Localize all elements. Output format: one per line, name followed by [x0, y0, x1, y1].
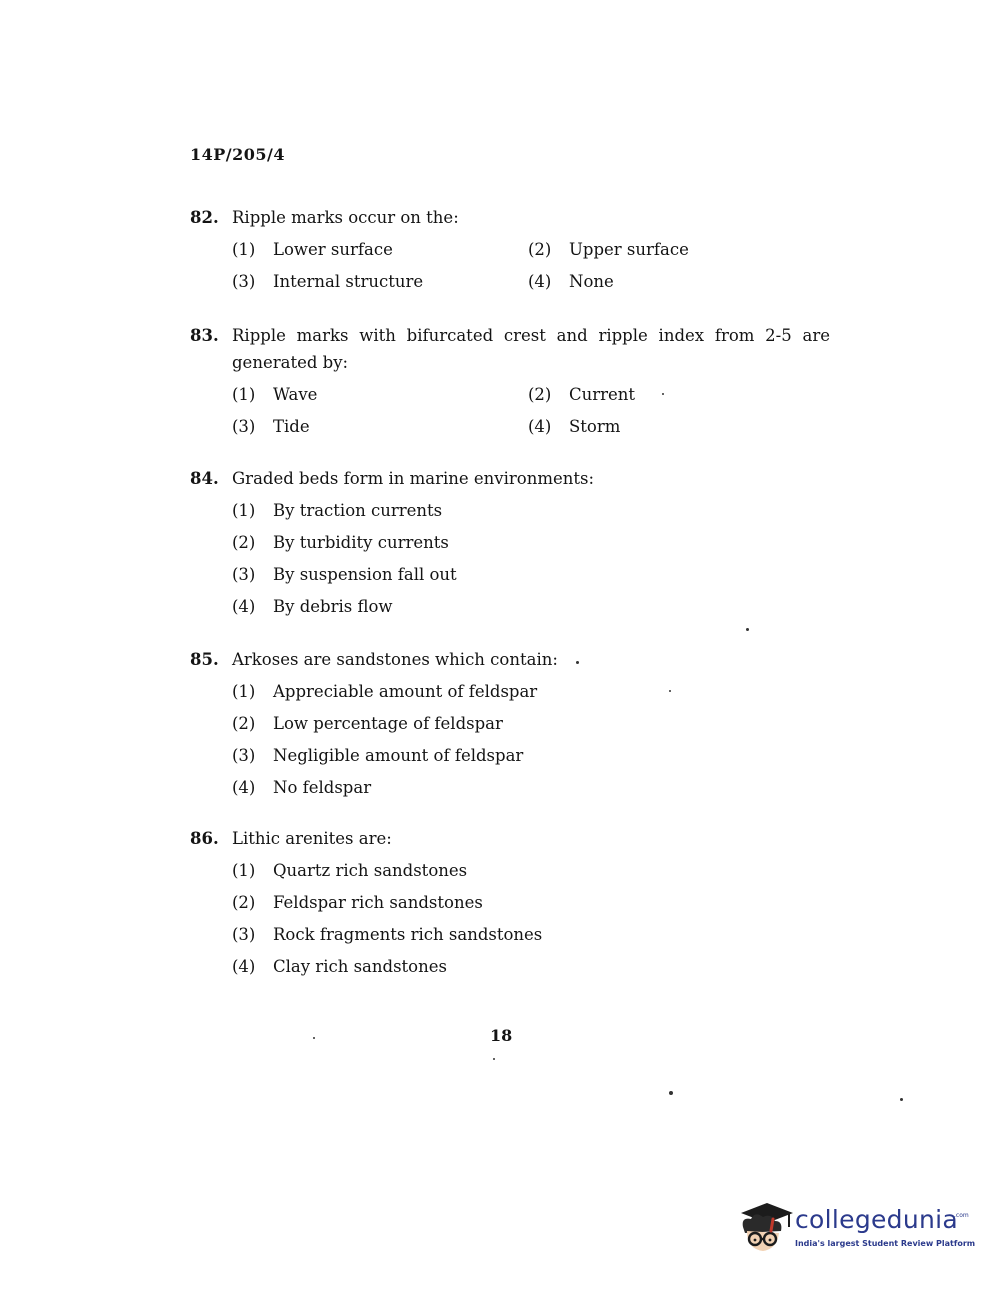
scan-speck: [313, 1037, 315, 1039]
option-1: [232, 381, 528, 408]
option-3: [232, 742, 830, 769]
option-number: (1): [232, 861, 256, 880]
options-list: [232, 678, 830, 801]
question-text: Lithic arenites are:: [232, 829, 392, 848]
question-number: 82.: [190, 208, 219, 227]
option-2: [232, 710, 830, 737]
scan-speck: [669, 690, 671, 692]
option-3: [232, 561, 830, 588]
scan-speck: [669, 1091, 673, 1095]
scan-speck: [746, 628, 749, 631]
option-number: (4): [528, 417, 552, 436]
option-2: [232, 529, 830, 556]
option-number: (3): [232, 417, 256, 436]
option-4: [232, 593, 830, 620]
paper-code: 14P/205/4: [190, 145, 286, 164]
option-number: (4): [528, 272, 552, 291]
options-grid: [232, 236, 830, 295]
option-number: (2): [528, 385, 552, 404]
option-text: Tide: [273, 417, 310, 436]
scan-speck: [576, 661, 579, 664]
question-text: Arkoses are sandstones which contain:: [232, 650, 558, 669]
option-4: [528, 268, 788, 295]
option-text: None: [569, 272, 614, 291]
brand-tagline: India's largest Student Review Platform: [795, 1239, 976, 1248]
option-3: [232, 268, 528, 295]
option-2: [528, 381, 788, 408]
question-85: [190, 646, 830, 801]
option-number: (1): [232, 501, 256, 520]
question-83: [190, 322, 830, 440]
option-text: By traction currents: [273, 501, 443, 520]
option-number: (3): [232, 925, 256, 944]
option-1: [232, 678, 830, 705]
option-text: No feldspar: [273, 778, 372, 797]
option-number: (3): [232, 565, 256, 584]
option-number: (3): [232, 272, 256, 291]
brand-name: collegedunia: [795, 1205, 958, 1234]
option-1: [232, 497, 830, 524]
scan-speck: [662, 393, 664, 395]
question-text: Ripple marks occur on the:: [232, 208, 459, 227]
option-text: Feldspar rich sandstones: [273, 893, 483, 912]
question-number: 86.: [190, 829, 219, 848]
option-number: (1): [232, 240, 256, 259]
option-text: Low percentage of feldspar: [273, 714, 503, 733]
option-number: (2): [232, 714, 256, 733]
option-4: [528, 413, 788, 440]
scan-speck: [493, 1058, 495, 1060]
option-3: [232, 921, 830, 948]
option-4: [232, 953, 830, 980]
option-4: [232, 774, 830, 801]
question-number: 84.: [190, 469, 219, 488]
option-text: Wave: [273, 385, 318, 404]
option-1: [232, 857, 830, 884]
option-3: [232, 413, 528, 440]
options-list: [232, 497, 830, 620]
option-text: Upper surface: [569, 240, 689, 259]
option-text: Clay rich sandstones: [273, 957, 447, 976]
option-text: Current: [569, 385, 636, 404]
options-grid: [232, 381, 830, 440]
option-number: (2): [528, 240, 552, 259]
option-2: [528, 236, 788, 263]
option-text: Quartz rich sandstones: [273, 861, 468, 880]
option-number: (4): [232, 778, 256, 797]
option-number: (1): [232, 682, 256, 701]
scan-speck: [900, 1098, 903, 1101]
question-86: [190, 825, 830, 980]
option-text: Internal structure: [273, 272, 424, 291]
option-number: (4): [232, 597, 256, 616]
option-text: By suspension fall out: [273, 565, 457, 584]
option-number: (1): [232, 385, 256, 404]
question-text: Graded beds form in marine environments:: [232, 469, 595, 488]
question-84: [190, 465, 830, 620]
option-text: Rock fragments rich sandstones: [273, 925, 543, 944]
option-text: Storm: [569, 417, 621, 436]
question-number: 85.: [190, 650, 219, 669]
option-number: (2): [232, 893, 256, 912]
option-text: Appreciable amount of feldspar: [273, 682, 538, 701]
option-text: By turbidity currents: [273, 533, 449, 552]
option-number: (2): [232, 533, 256, 552]
option-number: (4): [232, 957, 256, 976]
student-mascot-icon: [735, 1197, 795, 1257]
option-number: (3): [232, 746, 256, 765]
option-2: [232, 889, 830, 916]
page-number: 18: [490, 1026, 513, 1045]
question-82: [190, 204, 830, 295]
question-number: 83.: [190, 326, 219, 345]
option-text: By debris flow: [273, 597, 393, 616]
option-1: [232, 236, 528, 263]
option-text: Negligible amount of feldspar: [273, 746, 524, 765]
question-text: Ripple marks with bifurcated crest and ripple index from 2-5 are generated by:: [232, 326, 830, 372]
option-text: Lower surface: [273, 240, 393, 259]
collegedunia-watermark: [735, 1195, 976, 1265]
brand-dotcom: .com: [954, 1212, 969, 1219]
options-list: [232, 857, 830, 980]
